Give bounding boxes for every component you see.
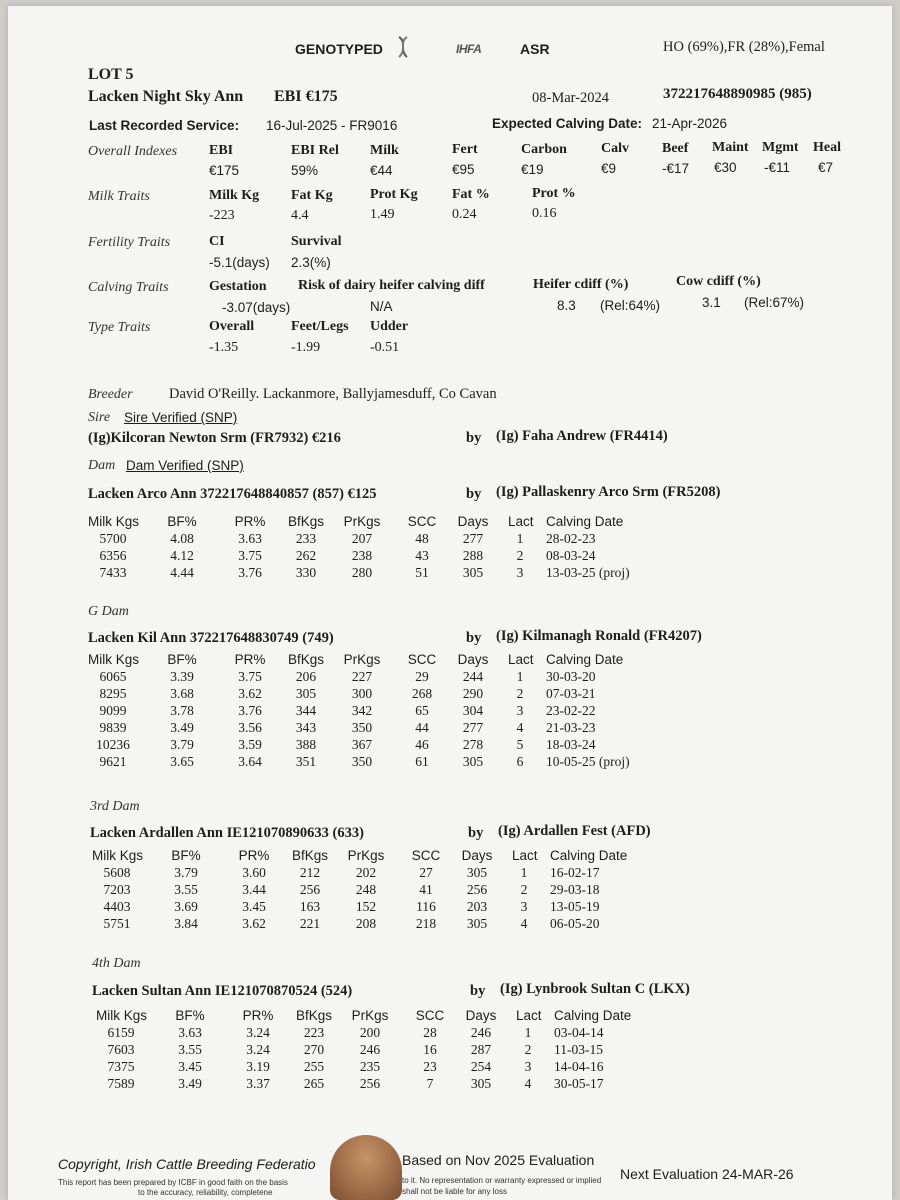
index-fert-name: Fert [452,142,478,157]
table-cell: 11-03-15 [554,1042,603,1057]
ci-name: CI [209,234,225,249]
table-cell: 3 [516,565,524,580]
table-cell: 246 [470,1025,492,1040]
index-fert-value: €95 [452,162,475,177]
fourth-dam-by-name: (Ig) Lynbrook Sultan C (LKX) [500,981,690,997]
table-cell: 280 [351,565,373,580]
table-cell: 3.62 [238,686,262,701]
index-ebi-name: EBI [209,143,234,158]
table-cell: 212 [299,865,321,880]
index-ebi-value: €175 [209,163,240,178]
column-header: Days [465,1008,497,1023]
sire-name: (Ig)Kilcoran Newton Srm (FR7932) €216 [88,430,341,446]
table-cell: 3.49 [170,720,194,735]
table-cell: 268 [411,686,433,701]
cow-cdiff-rel: (Rel:67%) [744,295,805,310]
table-cell: 4 [516,720,524,735]
table-cell: 3 [524,1059,532,1074]
column-header: Lact [516,1008,542,1023]
sire-label: Sire [88,410,111,425]
table-cell: 2 [520,882,528,897]
fourth-dam-name: Lacken Sultan Ann IE121070870524 (524) [92,983,353,999]
table-cell: 9099 [99,703,127,718]
column-header: PrKgs [343,514,381,529]
fat-pct-value: 0.24 [452,207,477,222]
table-cell: 03-04-14 [554,1025,604,1040]
index-mgmt-value: -€11 [764,160,791,175]
column-header: Lact [508,514,534,529]
table-cell: 3.45 [242,899,266,914]
table-cell: 23-02-22 [546,703,596,718]
survival-name: Survival [291,234,342,249]
table-cell: 4.12 [170,548,194,563]
table-cell: 3.56 [238,720,262,735]
table-cell: 3.68 [170,686,194,701]
table-cell: 10-05-25 (proj) [546,754,630,769]
table-cell: 3.75 [238,548,262,563]
table-cell: 305 [470,1076,492,1091]
column-header: SCC [411,848,441,863]
column-header: BfKgs [287,652,325,667]
table-cell: 116 [416,899,436,914]
table-cell: 202 [355,865,377,880]
table-cell: 3.65 [170,754,194,769]
table-cell: 18-03-24 [546,737,596,752]
table-cell: 3.75 [238,669,262,684]
fourth-dam-by: by [470,983,486,999]
table-cell: 203 [466,899,488,914]
table-cell: 3.64 [238,754,262,769]
column-header: Calving Date [546,652,624,667]
table-cell: 2 [524,1042,532,1057]
table-cell: 65 [415,703,429,718]
table-cell: 3.49 [178,1076,202,1091]
table-cell: 288 [462,548,484,563]
sire-verified-link[interactable]: Sire Verified (SNP) [124,410,238,425]
column-header: PrKgs [347,848,385,863]
table-cell: 7589 [107,1076,135,1091]
milk-kg-name: Milk Kg [209,188,260,203]
index-carbon-value: €19 [521,162,544,177]
milk-kg-value: -223 [209,208,235,223]
table-cell: 305 [295,686,317,701]
table-cell: 4.44 [170,565,194,580]
table-cell: 48 [415,531,429,546]
table-cell: 270 [303,1042,325,1057]
table-cell: 218 [415,916,437,931]
index-mgmt-name: Mgmt [762,140,799,155]
column-header: SCC [407,652,437,667]
column-header: Milk Kgs [92,848,144,863]
risk-heifer-value: N/A [370,299,393,314]
table-cell: 246 [359,1042,381,1057]
table-cell: 3.79 [170,737,194,752]
table-cell: 3.84 [174,916,198,931]
table-cell: 350 [351,754,373,769]
column-header: Calving Date [554,1008,632,1023]
last-service-label: Last Recorded Service: [89,118,240,133]
table-cell: 5751 [103,916,131,931]
table-cell: 244 [462,669,484,684]
table-cell: 221 [299,916,321,931]
table-cell: 3.78 [170,703,194,718]
table-cell: 41 [419,882,433,897]
table-cell: 2 [516,686,524,701]
column-header: BfKgs [291,848,329,863]
risk-heifer-name: Risk of dairy heifer calving diff [298,278,485,293]
table-cell: 23 [423,1059,437,1074]
prot-kg-name: Prot Kg [370,187,418,202]
index-maint-name: Maint [712,140,749,155]
table-cell: 2 [516,548,524,563]
table-cell: 223 [303,1025,325,1040]
table-cell: 344 [295,703,317,718]
table-cell: 3.24 [246,1025,270,1040]
table-cell: 388 [295,737,317,752]
table-cell: 262 [295,548,317,563]
breed-composition: HO (69%),FR (28%),Femal [663,39,825,55]
table-cell: 305 [462,565,484,580]
animal-id: 372217648890985 (985) [663,86,812,102]
table-cell: 7603 [107,1042,135,1057]
table-cell: 4 [520,916,528,931]
table-cell: 9621 [99,754,127,769]
table-cell: 51 [415,565,429,580]
table-cell: 30-05-17 [554,1076,604,1091]
table-cell: 3.24 [246,1042,270,1057]
table-cell: 256 [299,882,321,897]
table-cell: 3.45 [178,1059,202,1074]
dam-label: Dam [88,458,116,473]
table-cell: 3.79 [174,865,198,880]
column-header: SCC [407,514,437,529]
table-cell: 304 [462,703,484,718]
lot-number: LOT 5 [88,66,134,83]
column-header: PrKgs [351,1008,389,1023]
table-cell: 13-03-25 (proj) [546,565,630,580]
expected-calving-label: Expected Calving Date: [492,116,643,131]
sire-by-name: (Ig) Faha Andrew (FR4414) [496,428,668,444]
index-beef-value: -€17 [662,161,690,176]
table-cell: 3.37 [246,1076,270,1091]
table-cell: 233 [295,531,317,546]
index-beef-name: Beef [662,141,689,156]
date-of-birth: 08-Mar-2024 [532,90,610,106]
next-evaluation: Next Evaluation 24-MAR-26 [620,1166,794,1182]
column-header: BfKgs [295,1008,333,1023]
table-cell: 21-03-23 [546,720,596,735]
index-milk-value: €44 [370,163,393,178]
table-cell: 9839 [99,720,127,735]
table-cell: 206 [295,669,317,684]
ci-value: -5.1(days) [209,255,270,270]
table-cell: 08-03-24 [546,548,596,563]
table-cell: 207 [351,531,373,546]
genotyped-label: GENOTYPED [295,41,383,57]
dam-verified-link[interactable]: Dam Verified (SNP) [126,458,244,473]
disclaimer-right: to it. No representation or warranty expressed or implied [402,1176,602,1185]
table-cell: 27 [419,865,433,880]
breeder-value: David O'Reilly. Lackanmore, Ballyjamesduff, Co Cavan [169,386,497,402]
table-cell: 265 [303,1076,325,1091]
fat-kg-value: 4.4 [291,208,309,223]
table-cell: 235 [359,1059,381,1074]
dam-by-name: (Ig) Pallaskenry Arco Srm (FR5208) [496,484,721,500]
table-cell: 163 [299,899,321,914]
heifer-cdiff-name: Heifer cdiff (%) [533,277,629,292]
table-cell: 5608 [103,865,131,880]
survival-value: 2.3(%) [291,255,331,270]
table-cell: 3.19 [246,1059,270,1074]
g-dam-label: G Dam [88,604,129,619]
disclaimer-left-2: to the accuracy, reliability, completene [138,1188,273,1197]
table-cell: 30-03-20 [546,669,596,684]
disclaimer-left: This report has been prepared by ICBF in good faith on the basis [58,1178,288,1187]
animal-name: Lacken Night Sky Ann [88,88,244,105]
column-header: Days [457,652,489,667]
table-cell: 44 [415,720,429,735]
table-cell: 278 [462,737,484,752]
column-header: Days [457,514,489,529]
ihfa-logo: IHFA [456,42,482,56]
table-cell: 3.60 [242,865,266,880]
table-cell: 305 [462,754,484,769]
breed-text: HO (69%),FR (28%) [663,39,786,55]
column-header: Days [461,848,493,863]
copyright-text: Copyright, Irish Cattle Breeding Federatio [58,1156,316,1172]
table-cell: 46 [415,737,429,752]
third-dam-name: Lacken Ardallen Ann IE121070890633 (633) [90,825,364,841]
feet-legs-name: Feet/Legs [291,319,349,334]
table-cell: 6 [516,754,524,769]
table-cell: 13-05-19 [550,899,600,914]
animal-ebi: EBI €175 [274,88,338,105]
feet-legs-value: -1.99 [291,340,321,355]
column-header: PR% [234,514,266,529]
thumb-occlusion [330,1135,402,1200]
table-cell: 29 [415,669,429,684]
table-cell: 10236 [96,737,130,752]
table-cell: 28-02-23 [546,531,596,546]
table-cell: 7375 [107,1059,135,1074]
table-cell: 7433 [99,565,127,580]
breeder-label: Breeder [88,387,133,402]
table-cell: 43 [415,548,429,563]
table-cell: 277 [462,720,484,735]
sire-by: by [466,430,482,446]
table-cell: 238 [351,548,373,563]
table-cell: 3.39 [170,669,194,684]
table-cell: 3.76 [238,565,262,580]
table-cell: 29-03-18 [550,882,600,897]
udder-name: Udder [370,319,409,334]
disclaimer-right-2: shall not be liable for any loss [402,1187,507,1196]
column-header: PR% [242,1008,274,1023]
pedigree-sheet [8,6,892,1200]
table-cell: 6065 [99,669,127,684]
index-carbon-name: Carbon [521,142,567,157]
index-ebirel-value: 59% [291,163,319,178]
table-cell: 256 [466,882,488,897]
table-cell: 4403 [103,899,131,914]
table-cell: 290 [462,686,484,701]
table-cell: 3.62 [242,916,266,931]
index-heal-value: €7 [818,160,834,175]
column-header: BfKgs [287,514,325,529]
table-cell: 3.69 [174,899,198,914]
heifer-cdiff-value: 8.3 [557,298,576,313]
column-header: Milk Kgs [88,514,140,529]
cow-cdiff-value: 3.1 [702,295,721,310]
cow-cdiff-name: Cow cdiff (%) [676,274,761,289]
column-header: Lact [508,652,534,667]
table-cell: 06-05-20 [550,916,600,931]
table-cell: 3.55 [174,882,198,897]
column-header: BF% [167,514,197,529]
table-cell: 227 [351,669,373,684]
fourth-dam-label: 4th Dam [92,956,141,971]
column-header: BF% [175,1008,205,1023]
gestation-name: Gestation [209,279,267,294]
table-cell: 256 [359,1076,381,1091]
column-header: Milk Kgs [88,652,140,667]
table-cell: 3 [516,703,524,718]
table-cell: 5700 [99,531,127,546]
index-ebirel-name: EBI Rel [291,143,339,158]
table-cell: 330 [295,565,317,580]
index-milk-name: Milk [370,143,399,158]
dam-name: Lacken Arco Ann 372217648840857 (857) €125 [88,486,377,502]
column-header: Calving Date [550,848,628,863]
table-cell: 351 [295,754,317,769]
table-cell: 6159 [107,1025,135,1040]
index-calv-name: Calv [601,141,629,156]
index-heal-name: Heal [813,140,841,155]
table-cell: 255 [303,1059,325,1074]
table-cell: 4.08 [170,531,194,546]
table-cell: 61 [415,754,429,769]
table-cell: 7203 [103,882,131,897]
table-cell: 3.63 [238,531,262,546]
table-cell: 8295 [99,686,127,701]
table-cell: 248 [355,882,377,897]
third-dam-by-name: (Ig) Ardallen Fest (AFD) [498,823,651,839]
table-cell: 200 [359,1025,381,1040]
table-cell: 300 [351,686,373,701]
table-cell: 1 [520,865,528,880]
table-cell: 208 [355,916,377,931]
table-cell: 342 [351,703,373,718]
prot-kg-value: 1.49 [370,207,395,222]
column-header: PR% [234,652,266,667]
column-header: BF% [171,848,201,863]
udder-value: -0.51 [370,340,400,355]
table-cell: 3.76 [238,703,262,718]
asr-label: ASR [520,41,550,57]
table-cell: 3 [520,899,528,914]
table-cell: 4 [524,1076,532,1091]
g-dam-by: by [466,630,482,646]
type-traits-label: Type Traits [88,320,151,335]
table-cell: 305 [466,865,488,880]
table-cell: 350 [351,720,373,735]
index-maint-value: €30 [714,160,737,175]
column-header: Calving Date [546,514,624,529]
column-header: BF% [167,652,197,667]
overall-indexes-label: Overall Indexes [88,144,178,159]
table-cell: 3.55 [178,1042,202,1057]
milk-traits-label: Milk Traits [88,189,150,204]
dna-icon [396,36,410,58]
expected-calving-value: 21-Apr-2026 [652,116,728,131]
column-header: Lact [512,848,538,863]
table-cell: 07-03-21 [546,686,596,701]
table-cell: 5 [516,737,524,752]
prot-pct-value: 0.16 [532,206,557,221]
prot-pct-name: Prot % [532,186,576,201]
calving-traits-label: Calving Traits [88,280,169,295]
overall-name: Overall [209,319,255,334]
fat-pct-name: Fat % [452,187,490,202]
table-cell: 254 [470,1059,492,1074]
table-cell: 305 [466,916,488,931]
table-cell: 6356 [99,548,127,563]
table-cell: 1 [524,1025,532,1040]
g-dam-by-name: (Ig) Kilmanagh Ronald (FR4207) [496,628,702,644]
table-cell: 3.44 [242,882,266,897]
column-header: PrKgs [343,652,381,667]
column-header: Milk Kgs [96,1008,148,1023]
table-cell: 14-04-16 [554,1059,604,1074]
heifer-cdiff-rel: (Rel:64%) [600,298,661,313]
fat-kg-name: Fat Kg [291,188,333,203]
overall-value: -1.35 [209,340,239,355]
table-cell: 7 [426,1076,434,1091]
table-cell: 1 [516,531,524,546]
fertility-traits-label: Fertility Traits [88,235,171,250]
third-dam-label: 3rd Dam [90,799,140,814]
column-header: SCC [415,1008,445,1023]
table-cell: 28 [423,1025,437,1040]
sex-text: Femal [788,39,825,55]
table-cell: 3.63 [178,1025,202,1040]
table-cell: 16 [423,1042,437,1057]
third-dam-by: by [468,825,484,841]
g-dam-name: Lacken Kil Ann 372217648830749 (749) [88,630,334,646]
table-cell: 287 [470,1042,492,1057]
evaluation-basis: Based on Nov 2025 Evaluation [402,1152,595,1168]
table-cell: 3.59 [238,737,262,752]
index-calv-value: €9 [601,161,617,176]
table-cell: 343 [295,720,317,735]
dam-by: by [466,486,482,502]
table-cell: 277 [462,531,484,546]
table-cell: 367 [351,737,373,752]
last-service-value: 16-Jul-2025 - FR9016 [266,118,398,133]
table-cell: 152 [355,899,377,914]
table-cell: 16-02-17 [550,865,600,880]
gestation-value: -3.07(days) [222,300,291,315]
column-header: PR% [238,848,270,863]
table-cell: 1 [516,669,524,684]
